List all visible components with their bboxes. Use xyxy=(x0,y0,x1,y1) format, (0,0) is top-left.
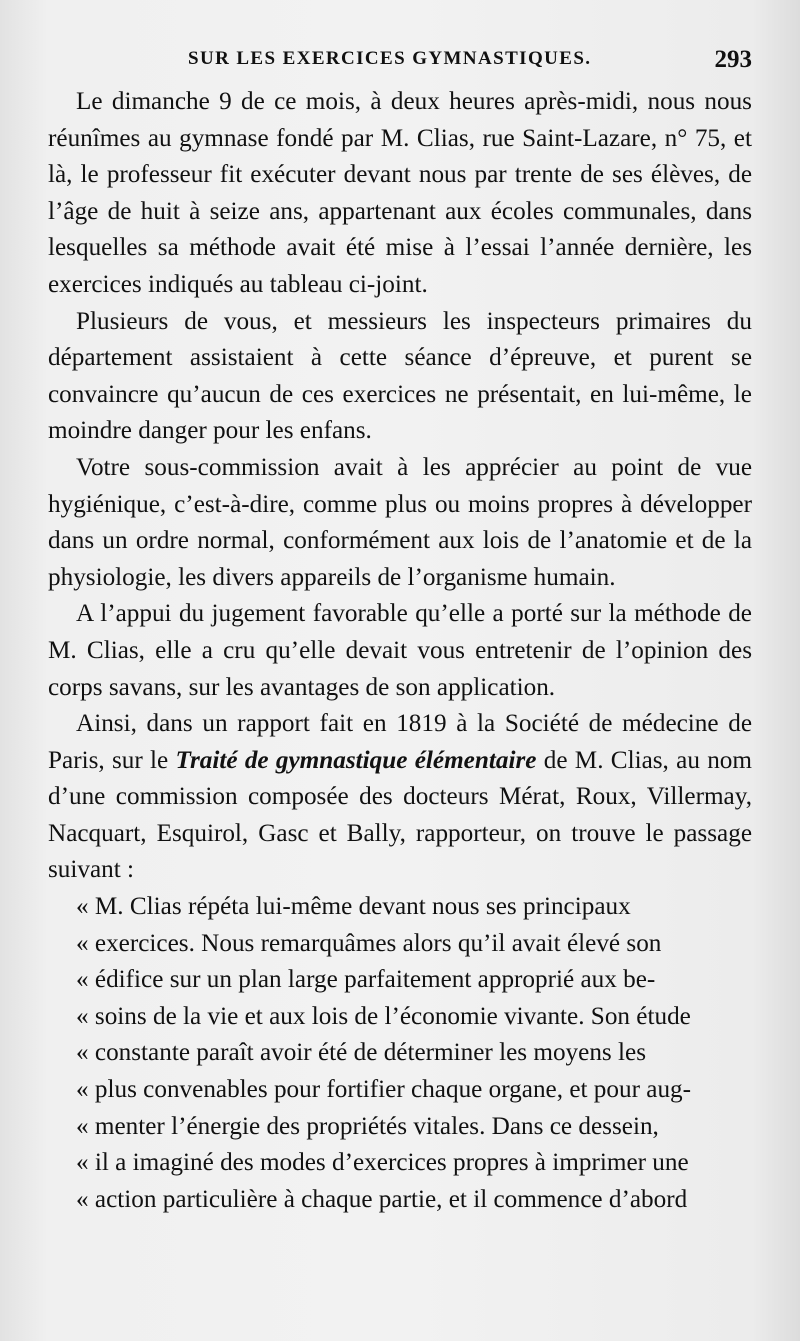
quote-line: « il a imaginé des modes d’exercices propres à imprimer une xyxy=(76,1149,689,1177)
quotation xyxy=(48,889,752,1218)
report-text-after: de M. Clias, au nom d’une commission composée des docteurs Mérat, Roux, Villermay, Nacquart, Esquirol, Gasc et Bally, rapporteur, on trouve le passage suivant : xyxy=(48,746,752,884)
quote-line: « exercices. Nous remarquâmes alors qu’il avait élevé son xyxy=(76,929,662,957)
quote-line: « constante paraît avoir été de déterminer les moyens les xyxy=(76,1039,647,1067)
running-title: SUR LES EXERCICES GYMNASTIQUES. xyxy=(188,48,592,69)
quote-line: « action particulière à chaque partie, et il commence d’abord xyxy=(76,1185,688,1213)
report-text-before: Ainsi, dans un rapport fait en 1819 à la Société de médecine de Paris, sur le xyxy=(48,710,752,774)
paragraph-report xyxy=(48,706,752,889)
quote-line: « soins de la vie et aux lois de l’économie vivante. Son étude xyxy=(76,1002,691,1030)
quote-line: « M. Clias répéta lui-même devant nous ses principaux xyxy=(76,893,631,921)
paragraph-opinion: A l’appui du jugement favorable qu’elle a porté sur la méthode de M. Clias, elle a cru qu’elle devait vous entretenir de l’opinion des corps savans, sur les avantages de son application. xyxy=(48,600,752,701)
paragraph-meeting: Le dimanche 9 de ce mois, à deux heures après-midi, nous nous réunîmes au gymnase fondé par M. Clias, rue Saint-Lazare, n° 75, et là, le professeur fit exécuter devant nous par trente de ses élèves, de l’âge de huit à seize ans, appartenant aux écoles communales, dans lesquelles sa méthode avait été mise à l’essai l’année dernière, les exercices indiqués au tableau ci-joint. xyxy=(48,88,752,298)
paragraph-inspectors: Plusieurs de vous, et messieurs les inspecteurs primaires du département assistaient à cette séance d’épreuve, et purent se convaincre qu’aucun de ces exercices ne présentait, en lui-même, le moindre danger pour les enfans. xyxy=(48,307,752,445)
body-text xyxy=(48,84,752,1218)
quote-line: « plus convenables pour fortifier chaque organe, et pour aug- xyxy=(76,1076,692,1104)
paragraph-subcommission: Votre sous-commission avait à les apprécier au point de vue hygiénique, c’est-à-dire, comme plus ou moins propres à développer dans un ordre normal, conformément aux lois de l’anatomie et de la physiologie, les divers appareils de l’organisme humain. xyxy=(48,453,752,591)
page-number: 293 xyxy=(714,46,752,73)
running-head xyxy=(48,44,752,78)
quote-line: « menter l’énergie des propriétés vitales. Dans ce dessein, xyxy=(76,1112,659,1140)
report-book-title: Traité de gymnastique élémentaire xyxy=(175,746,537,774)
quote-line: « édifice sur un plan large parfaitement approprié aux be- xyxy=(76,966,656,994)
